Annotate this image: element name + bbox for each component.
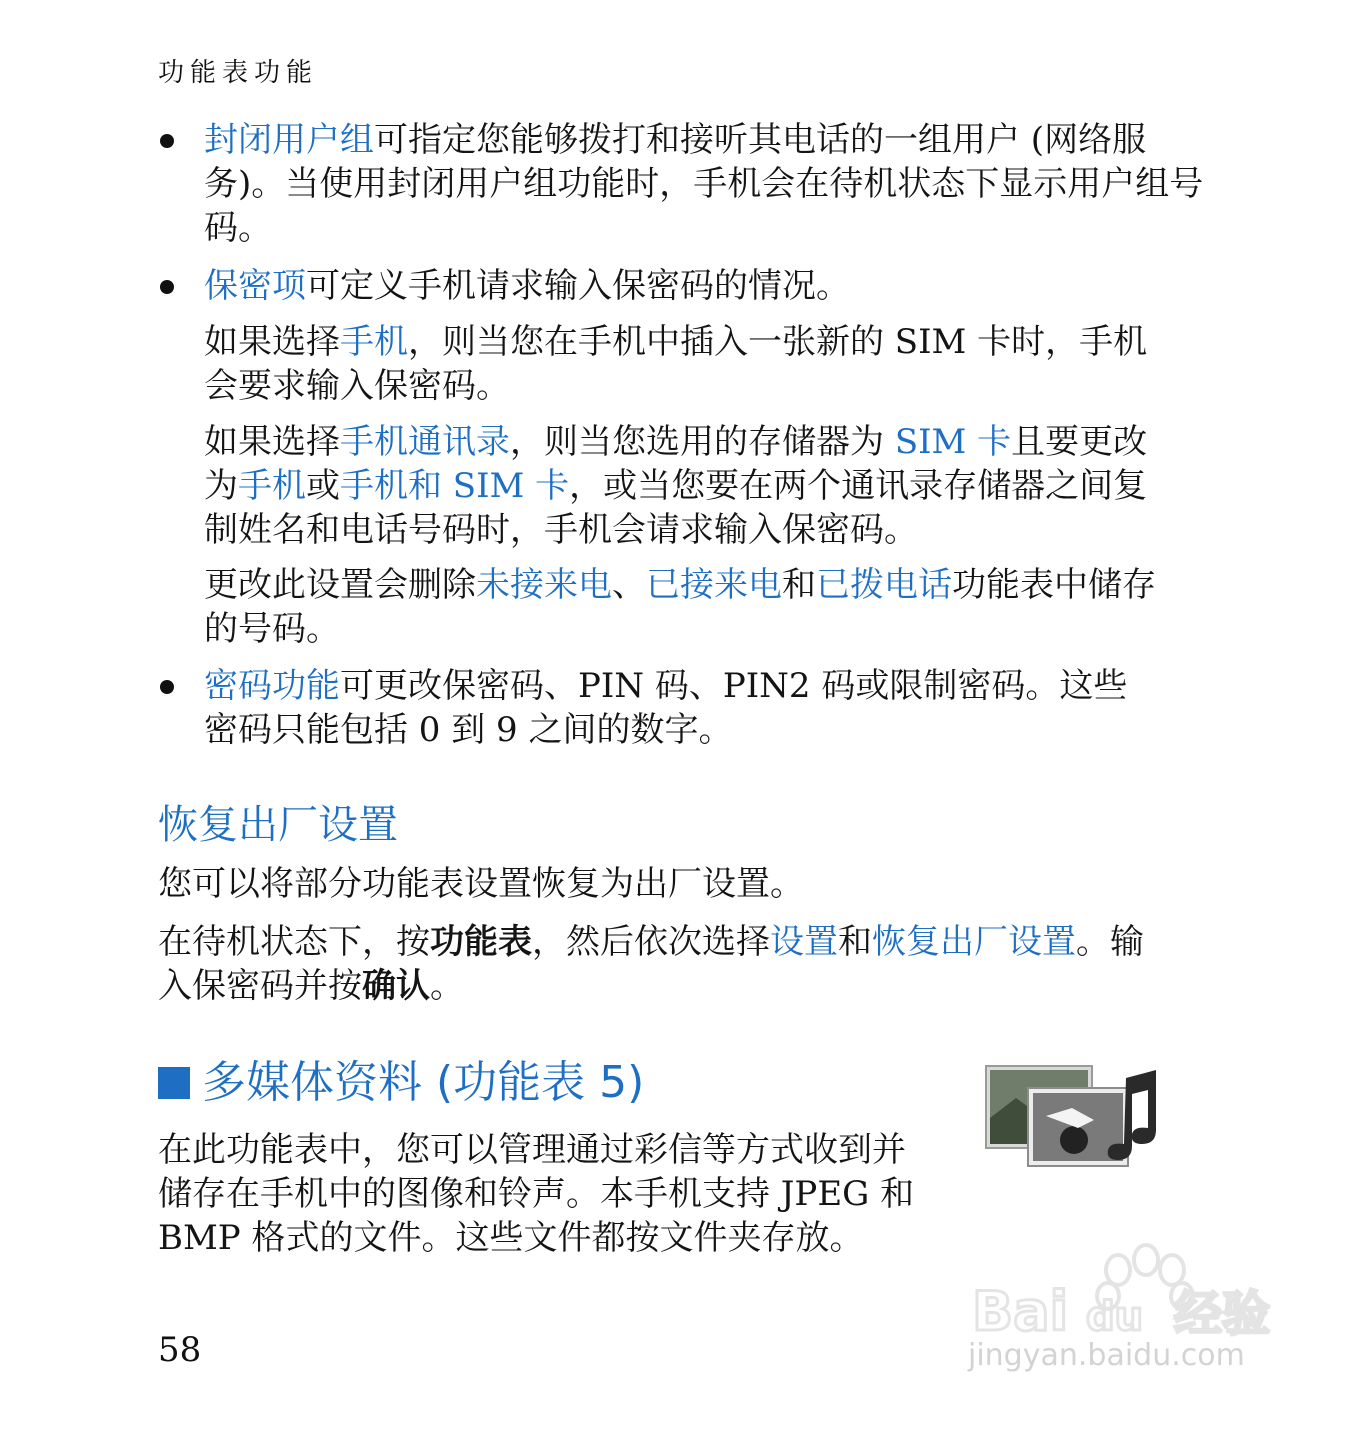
menu-term: 封闭用户组 xyxy=(204,120,374,160)
gallery-body: 在此功能表中，您可以管理通过彩信等方式收到并储存在手机中的图像和铃声。本手机支持 JPEG 和 BMP 格式的文件。这些文件都按文件夹存放。 xyxy=(158,1130,915,1258)
menu-term: SIM 卡 xyxy=(894,422,1012,462)
text-run: 更改此设置会删除 xyxy=(204,565,476,605)
bullet-security-item xyxy=(204,264,1204,308)
gallery-media-icon xyxy=(976,1058,1168,1178)
svg-text:经验: 经验 xyxy=(1174,1286,1271,1340)
text-run: ，或当您要在两个通讯录存储器之间复制姓名和电话号码时，手机会请求输入保密码。 xyxy=(204,466,1148,550)
text-run: 。 xyxy=(430,966,464,1006)
section-heading-restore: 恢复出厂设置 xyxy=(158,802,398,848)
menu-term: 手机通讯录 xyxy=(340,422,510,462)
text-run: 、 xyxy=(612,565,646,605)
menu-term: 保密项 xyxy=(204,266,306,306)
baidu-watermark-logo xyxy=(968,1230,1288,1344)
menu-term: 手机 xyxy=(238,466,306,506)
menu-term: 恢复出厂设置 xyxy=(872,922,1076,962)
text-run: 如果选择 xyxy=(204,422,340,462)
text-run: ，则当您选用的存储器为 xyxy=(510,422,895,462)
menu-term: 密码功能 xyxy=(204,666,340,706)
section-heading-gallery-text: 多媒体资料 (功能表 5) xyxy=(202,1057,645,1108)
bullet-dot xyxy=(160,680,174,694)
menu-term: 手机 xyxy=(340,322,408,362)
text-run: ，然后依次选择 xyxy=(532,922,770,962)
sub-paragraph-phonebook xyxy=(204,420,1154,552)
menu-term: 未接来电 xyxy=(476,565,612,605)
bullet-closed-user-group xyxy=(204,118,1204,250)
menu-term: 已拨电话 xyxy=(816,565,952,605)
text-run: 。输入保密码并按 xyxy=(158,922,1144,1006)
menu-term: 手机和 SIM 卡 xyxy=(340,466,570,506)
restore-steps xyxy=(158,920,1168,1008)
menu-term: 设置 xyxy=(770,922,838,962)
key-label: 确认 xyxy=(362,966,430,1006)
text-run: 如果选择 xyxy=(204,322,340,362)
running-head: 功能表功能 xyxy=(158,58,319,88)
text-run: 和 xyxy=(782,565,816,605)
text-run: ，则当您在手机中插入一张新的 SIM 卡时，手机会要求输入保密码。 xyxy=(204,322,1148,406)
text-run: 可定义手机请求输入保密码的情况。 xyxy=(306,266,850,306)
text-run: 且要更改为 xyxy=(204,422,1148,506)
svg-text:Bai: Bai xyxy=(972,1280,1069,1340)
restore-intro: 您可以将部分功能表设置恢复为出厂设置。 xyxy=(158,864,804,904)
page-number: 58 xyxy=(158,1330,202,1370)
text-run: 可指定您能够拨打和接听其电话的一组用户 (网络服务)。当使用封闭用户组功能时，手机会在待机状态下显示用户组号码。 xyxy=(204,120,1204,248)
svg-text:du: du xyxy=(1086,1294,1144,1340)
sub-paragraph-call-logs xyxy=(204,563,1179,651)
sub-paragraph-phone xyxy=(204,320,1154,408)
text-run: 或 xyxy=(306,466,340,506)
section-heading-gallery xyxy=(158,1058,644,1108)
text-run: 可更改保密码、PIN 码、PIN2 码或限制密码。这些密码只能包括 0 到 9 之间的数字。 xyxy=(204,666,1128,750)
key-label: 功能表 xyxy=(430,922,532,962)
menu-term: 已接来电 xyxy=(646,565,782,605)
square-marker-icon xyxy=(158,1067,190,1099)
bullet-dot xyxy=(160,280,174,294)
bullet-password-function xyxy=(204,664,1154,752)
text-run: 在待机状态下，按 xyxy=(158,922,430,962)
baidu-watermark-url: jingyan.baidu.com xyxy=(968,1338,1245,1373)
text-run: 和 xyxy=(838,922,872,962)
bullet-dot xyxy=(160,134,174,148)
text-run: 功能表中储存的号码。 xyxy=(204,565,1156,649)
